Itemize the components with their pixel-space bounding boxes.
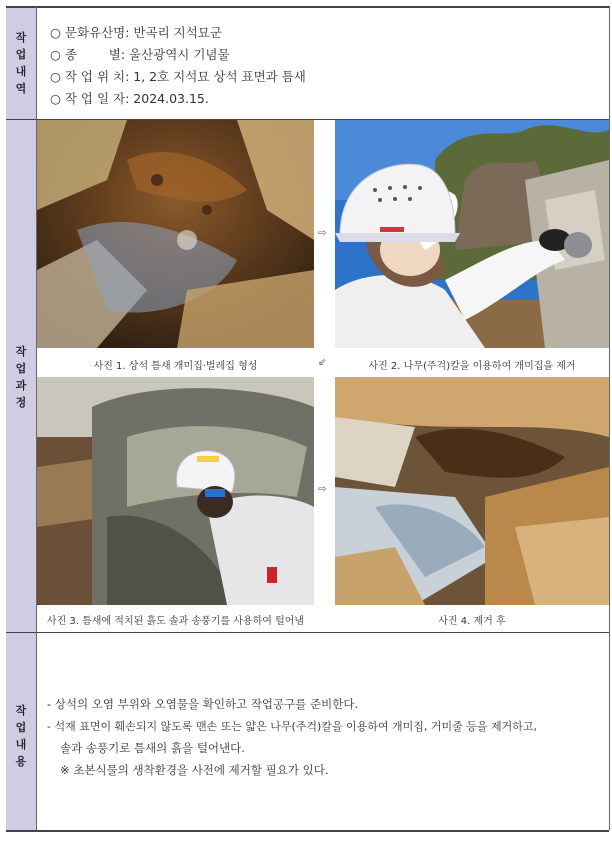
- right-arrow-icon: ⇨: [318, 228, 327, 239]
- top-rule: [6, 6, 609, 8]
- label-char: 작: [15, 345, 27, 358]
- photo-2: [335, 120, 609, 348]
- label-char: 작: [15, 704, 27, 717]
- label-char: 역: [15, 82, 27, 95]
- label-char: 내: [15, 738, 27, 751]
- photo-2-caption: 사진 2. 나무(주걱)칼을 이용하여 개미집을 제거: [368, 361, 576, 372]
- process-section-label: [6, 343, 36, 411]
- photo-4: [335, 377, 609, 605]
- label-char: 과: [15, 379, 27, 392]
- photo-1: [37, 120, 314, 348]
- label-char: 업: [15, 721, 27, 734]
- work-date: ○ 작 업 일 자: 2024.03.15.: [50, 91, 209, 106]
- details-section-label: [6, 29, 36, 97]
- label-char: 업: [15, 48, 27, 61]
- photo-1-caption: 사진 1. 상석 틈새 개미집·벌레집 형성: [93, 361, 258, 372]
- heritage-type: ○ 종 별: 울산광역시 기념물: [50, 47, 230, 62]
- process-bottom-rule: [6, 632, 609, 633]
- content-section-label: [6, 702, 36, 770]
- label-char: 내: [15, 65, 27, 78]
- photo-3: [37, 377, 314, 605]
- label-char: 정: [15, 396, 27, 409]
- bottom-rule: [6, 830, 609, 832]
- label-char: 업: [15, 362, 27, 375]
- right-border: [609, 6, 610, 830]
- content-line-3: 솔과 송풍기로 틈새의 흙을 털어낸다.: [60, 741, 245, 755]
- work-location: ○ 작 업 위 치: 1, 2호 지석묘 상석 표면과 틈새: [50, 69, 306, 84]
- content-note: ※ 초본식물의 생착환경을 사전에 제거할 필요가 있다.: [60, 763, 329, 777]
- diagonal-arrow-icon: ⇙: [318, 357, 327, 368]
- heritage-name: ○ 문화유산명: 반곡리 지석묘군: [50, 25, 222, 40]
- label-char: 용: [15, 755, 27, 768]
- photo-3-caption: 사진 3. 틈새에 적치된 흙도 솔과 송풍기를 사용하여 털어냄: [46, 616, 305, 627]
- right-arrow-icon: ⇨: [318, 484, 327, 495]
- content-line-2: - 석재 표면이 훼손되지 않도록 맨손 또는 얇은 나무(주걱)칼을 이용하여 개미집, 거미줄 등을 제거하고,: [47, 720, 538, 733]
- photo-4-caption: 사진 4. 제거 후: [438, 616, 506, 627]
- label-char: 작: [15, 31, 27, 44]
- content-line-1: - 상석의 오염 부위와 오염물을 확인하고 작업공구를 준비한다.: [47, 697, 359, 711]
